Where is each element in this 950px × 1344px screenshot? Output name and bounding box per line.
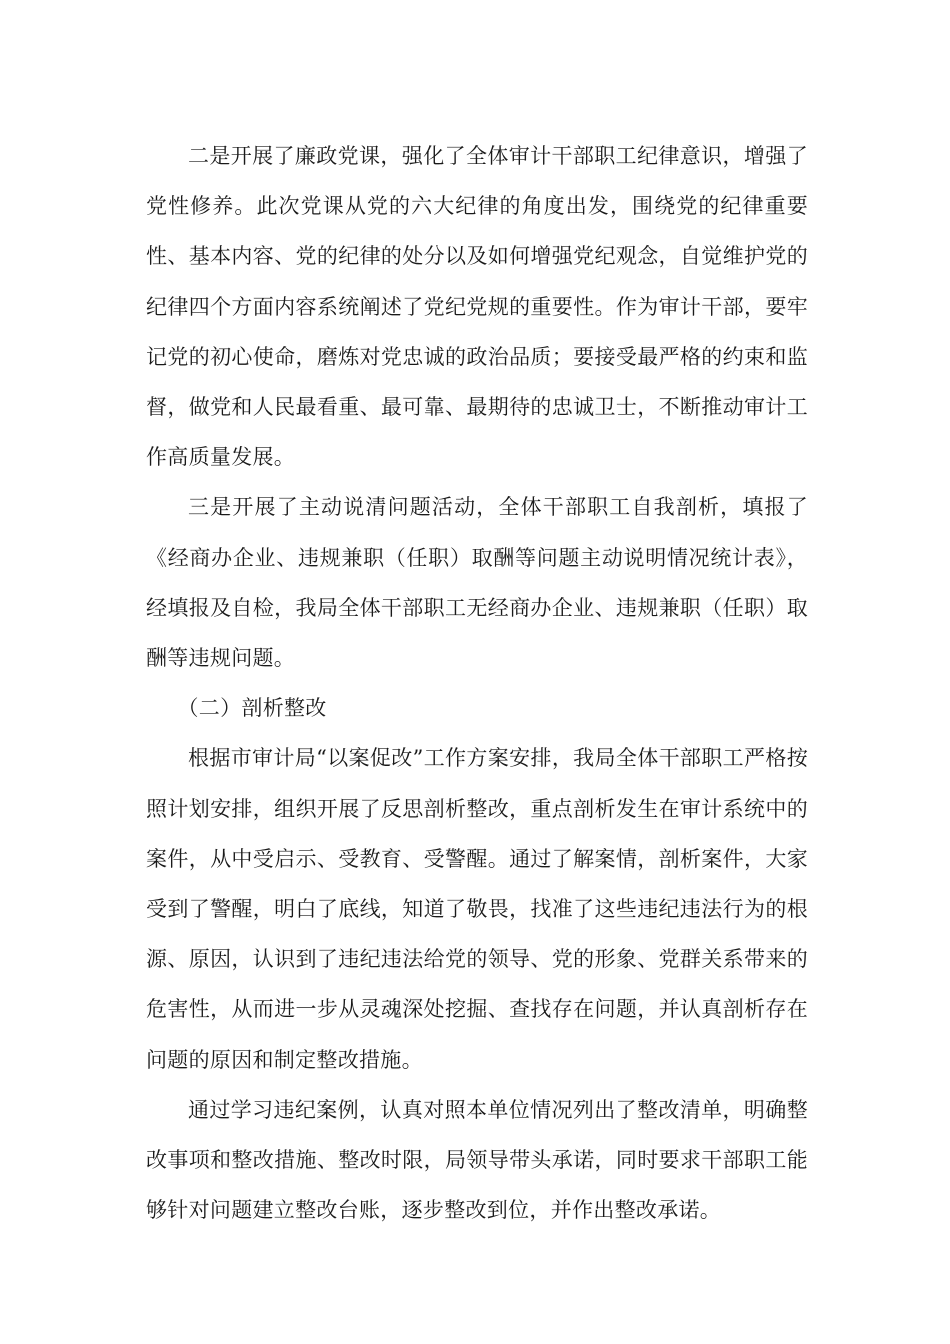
paragraph-rectification: 通过学习违纪案例，认真对照本单位情况列出了整改清单，明确整改事项和整改措施、整改时限，局领导带头承诺，同时要求干部职工能够针对问题建立整改台账，逐步整改到位，并作出整改承诺。 [146,1097,808,1223]
section-heading: （二）剖析整改 [177,696,327,721]
document-body [146,131,808,1235]
paragraph-analysis: 根据市审计局“以案促改”工作方案安排，我局全体干部职工严格按照计划安排，组织开展了反思剖析整改，重点剖析发生在审计系统中的案件，从中受启示、受教育、受警醒。通过了解案情，剖析案件，大家受到了警醒，明白了底线，知道了敬畏，找准了这些违纪违法行为的根源、原因，认识到了违纪违法给党的领导、党的形象、党群关系带来的危害性，从而进一步从灵魂深处挖掘、查找存在问题，并认真剖析存在问题的原因和制定整改措施。 [146,746,808,1072]
paragraph-self-report: 三是开展了主动说清问题活动，全体干部职工自我剖析，填报了《经商办企业、违规兼职（任职）取酬等问题主动说明情况统计表》，经填报及自检，我局全体干部职工无经商办企业、违规兼职（任职）取酬等违规问题。 [146,495,808,671]
paragraph-party-lesson: 二是开展了廉政党课，强化了全体审计干部职工纪律意识，增强了党性修养。此次党课从党的六大纪律的角度出发，围绕党的纪律重要性、基本内容、党的纪律的处分以及如何增强党纪观念，自觉维护党的纪律四个方面内容系统阐述了党纪党规的重要性。作为审计干部，要牢记党的初心使命，磨炼对党忠诚的政治品质；要接受最严格的约束和监督，做党和人民最看重、最可靠、最期待的忠诚卫士，不断推动审计工作高质量发展。 [146,144,808,470]
